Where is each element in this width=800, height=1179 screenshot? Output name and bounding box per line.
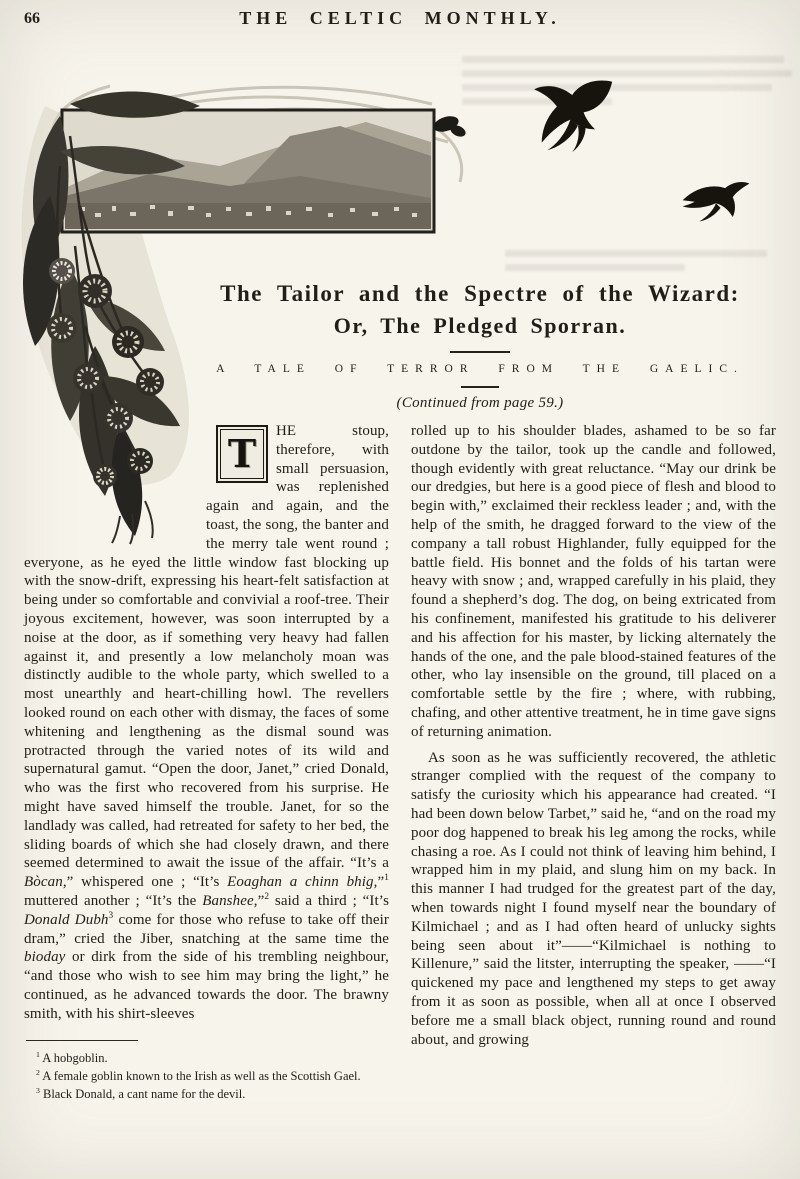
continuation-note: (Continued from page 59.) xyxy=(396,395,564,411)
masthead-title: THE CELTIC MONTHLY. xyxy=(239,8,561,28)
page-number: 66 xyxy=(24,10,40,27)
drop-cap-initial xyxy=(216,425,268,483)
footnote: $^1$ A hobgoblin. xyxy=(36,1049,108,1065)
article-title-line2: Or, The Pledged Sporran. xyxy=(333,313,627,338)
footnote: $^2$ A female goblin known to the Irish as well as the Scottish Gael. xyxy=(36,1067,361,1083)
article-body xyxy=(24,422,776,1105)
bleed-through-text xyxy=(462,56,792,112)
paragraph-stranger-story: As soon as he was sufficiently recovered, the athletic stranger complied with the request of the company to satisfy the curiosity which his appearance had created. “I had been down below Tarbet,” said he, “and on the road my poor dog happened to break his leg among the rocks, while chasing a roe. As I could not think of leaving him behind, I wrapped him in my plaid, and slung him on my back. In this manner I had trudged for the greatest part of the day, when towards night I found myself near the boundary of Kilmichael ; and as I had often heard of unlucky sights being seen about it”——“Kilmichael is nothing to Killenure,” said the litster, interrupting the speaker, ——“I quickened my pace and lengthened my steps to get away from it as soon as possible, when all at once I observed before me a small black object, running round and round about, and growing xyxy=(411,749,776,1048)
frame-corner-ornament xyxy=(431,113,467,138)
bleed-through-text xyxy=(505,250,775,278)
article-title-line1: The Tailor and the Spectre of the Wizard: xyxy=(220,281,740,306)
paragraph-opening: HE stoup, therefore, with small persuasion, was replenished again and again, and the toast, the song, the banter and the merry tale went round ; everyone, as he eyed the little window fast blocking up with the snow-drift, expressing his heart-felt satisfaction at being under so comfortable and convivial a roof-tree. Their joyous excitement, however, was soon interrupted by a noise at the door, as if something very heavy had fallen against it, and presently a low melancholy moan was distinctly audible to the whole party, which swelled to a most unearthly and heart-chilling howl. The revellers looked round on each other with dismay, the faces of some whitening and lengthening as the dismal sound was protracted through the varied notes of its wild and supernatural gamut. “Open the door, Janet,” cried Donald, who was the first who recovered from his surprise. He might have saved himself the trouble. Janet, for so the landlady was called, had retreated for safety to her bed, the sliding boards of which she had closely drawn, and there seemed determined to await the issue of the affair. “It’s a Bòcan,” whispered one ; “It’s Eoaghan a chinn bhig,”$^1$ muttered another ; “It’s the Banshee,”$^2$ said a third ; “It’s Donald Dubh$^3$ come for those who refuse to take off their dram,” cried the Jiber, snatching at the same time the bioday or dirk from the side of his trembling neighbour, “and those who wish to see him may bring the light,” he continued, as he advanced towards the door. The brawny smith, with his shirt-sleeves xyxy=(24,423,390,1022)
swallow-icon xyxy=(528,76,624,156)
footnote-divider xyxy=(26,1040,138,1041)
title-divider xyxy=(450,351,510,353)
tagline-divider xyxy=(461,386,499,388)
left-column xyxy=(24,422,389,1105)
drop-cap-letter: T xyxy=(227,431,257,476)
footnote: $^3$ Black Donald, a cant name for the devil. xyxy=(36,1086,246,1102)
right-column xyxy=(411,422,776,1105)
illustration-wrap-spacer xyxy=(24,422,206,535)
article-tagline: A TALE OF TERROR FROM THE GAELIC. xyxy=(216,363,744,375)
article-header xyxy=(170,280,790,412)
paragraph-continuation: rolled up to his shoulder blades, ashamed to be so far outdone by the tailor, took up the candle and followed, though evidently with great reluctance. “May our drink be our dredgies, but here is a good piece of flesh and blood to begin with,” exclaimed their reckless leader ; and, with the help of the smith, he dragged forward to the view of the company a tall robust Highlander, fully equipped for the battle field. His bonnet and the folds of his tartan were heavy with snow ; and, wrapped carefully in his plaid, they found a shepherd’s dog. The dog, on being extricated from his confinement, manifested his gratitude to his deliverer and his affection for his master, by licking alternately the hands of the one, and the pale blood-stained features of the other, who lay insensible on the ground, till placed on a comfortable settle by the fire ; where, with rubbing, chafing, and other attentive treatment, he in time gave signs of returning animation. xyxy=(411,423,776,740)
swallow-icon xyxy=(678,170,754,232)
